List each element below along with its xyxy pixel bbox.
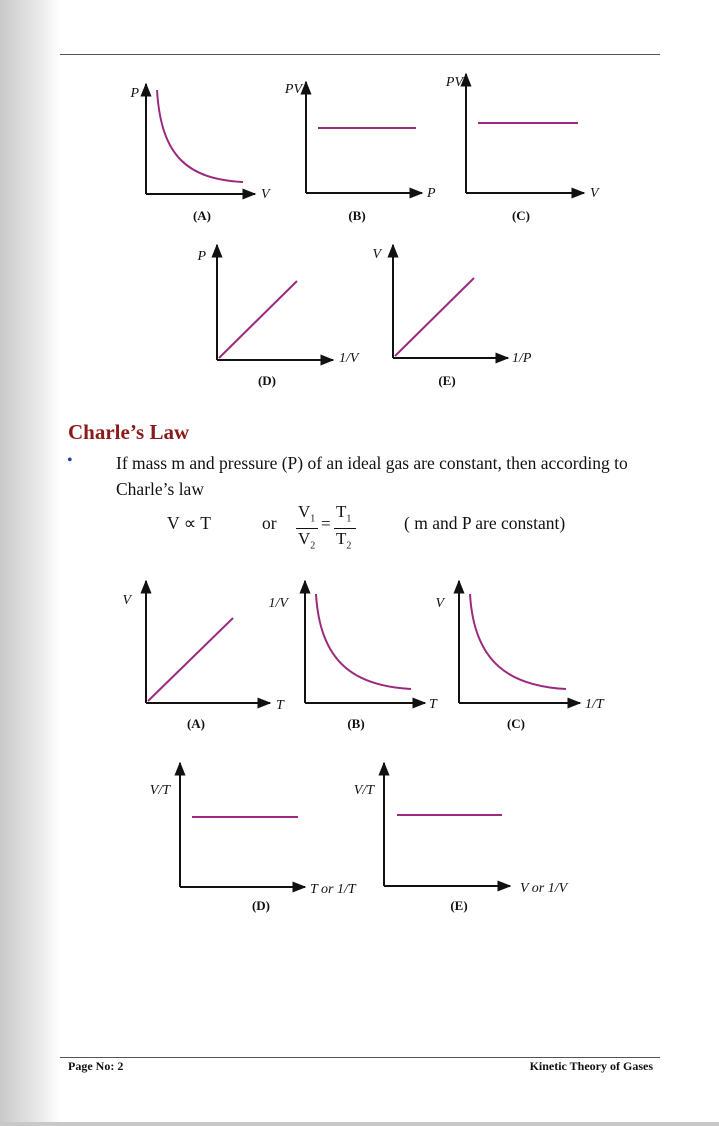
x-axis-label: 1/P xyxy=(512,351,532,366)
graph-caption: (A) xyxy=(186,716,206,731)
boyle-graphs xyxy=(129,74,600,388)
y-axis-label: V xyxy=(122,593,131,608)
x-axis-label: T xyxy=(276,698,284,713)
boyle-graph-2 xyxy=(445,74,600,223)
graph-caption: (C) xyxy=(506,716,526,731)
footer-title: Kinetic Theory of Gases xyxy=(529,1059,653,1073)
curve-hyperbola xyxy=(157,90,243,182)
frac-den-right: $T_2$ xyxy=(336,529,352,552)
x-axis-label: V xyxy=(261,187,270,202)
y-axis-label: PV xyxy=(284,82,302,97)
x-axis-label: T xyxy=(429,697,437,712)
frac-den-left: $V_2$ xyxy=(298,529,316,552)
y-axis-label: 1/V xyxy=(268,596,288,611)
y-axis-label: V xyxy=(435,596,444,611)
graph-caption: (B) xyxy=(348,208,366,223)
ratio-equation xyxy=(296,502,358,556)
proportionality-eq: V ∝ T xyxy=(167,513,211,533)
curve-hyperbola xyxy=(316,594,411,689)
graph-caption: (C) xyxy=(511,208,531,223)
y-axis-label: PV xyxy=(445,75,463,90)
graph-caption: (E) xyxy=(438,373,456,388)
boyle-graph-4 xyxy=(372,245,531,388)
y-axis-label: V/T xyxy=(149,783,170,798)
x-axis-label: 1/V xyxy=(339,351,359,366)
frac-num-left: $V_1$ xyxy=(298,502,316,525)
charles-graph-1 xyxy=(269,581,438,731)
graph-caption: (B) xyxy=(347,716,365,731)
graph-caption: (D) xyxy=(251,898,271,913)
curve-linear xyxy=(148,618,233,701)
y-axis-label: P xyxy=(197,249,206,264)
x-axis-label: 1/T xyxy=(585,697,604,712)
boyle-graph-3 xyxy=(196,245,359,388)
bullet-dot: • xyxy=(67,452,73,469)
x-axis-label: P xyxy=(427,186,436,201)
x-axis-label: T or 1/T xyxy=(310,882,356,897)
x-axis-label: V xyxy=(590,186,599,201)
footer-rule xyxy=(60,1057,660,1058)
page-bottom-edge xyxy=(0,1122,719,1126)
charles-graph-3 xyxy=(150,763,357,913)
graph-caption: (D) xyxy=(257,373,277,388)
y-axis-label: V/T xyxy=(353,783,374,798)
curve-linear xyxy=(395,278,474,356)
or-text: or xyxy=(262,513,277,533)
charles-graph-0 xyxy=(122,581,285,731)
constant-note: ( m and P are constant) xyxy=(404,513,566,533)
curve-hyperbola xyxy=(470,594,566,689)
charles-graph-2 xyxy=(435,581,604,731)
charles-graphs xyxy=(122,581,604,913)
charles-graph-4 xyxy=(354,763,569,913)
section-heading: Charle’s Law xyxy=(68,420,190,444)
law-paragraph: If mass m and pressure (P) of an ideal gas are constant, then according to Charle’s law xyxy=(116,453,628,499)
y-axis-label: P xyxy=(130,86,139,101)
x-axis-label: V or 1/V xyxy=(520,881,568,896)
curve-linear xyxy=(219,281,297,358)
boyle-graph-0 xyxy=(129,84,271,223)
page-number: Page No: 2 xyxy=(68,1059,124,1073)
frac-num-right: $T_1$ xyxy=(336,502,352,525)
equals-sign: = xyxy=(321,514,331,533)
boyle-graph-1 xyxy=(284,82,436,223)
graph-caption: (A) xyxy=(192,208,212,223)
y-axis-label: V xyxy=(372,247,381,262)
graph-caption: (E) xyxy=(450,898,468,913)
